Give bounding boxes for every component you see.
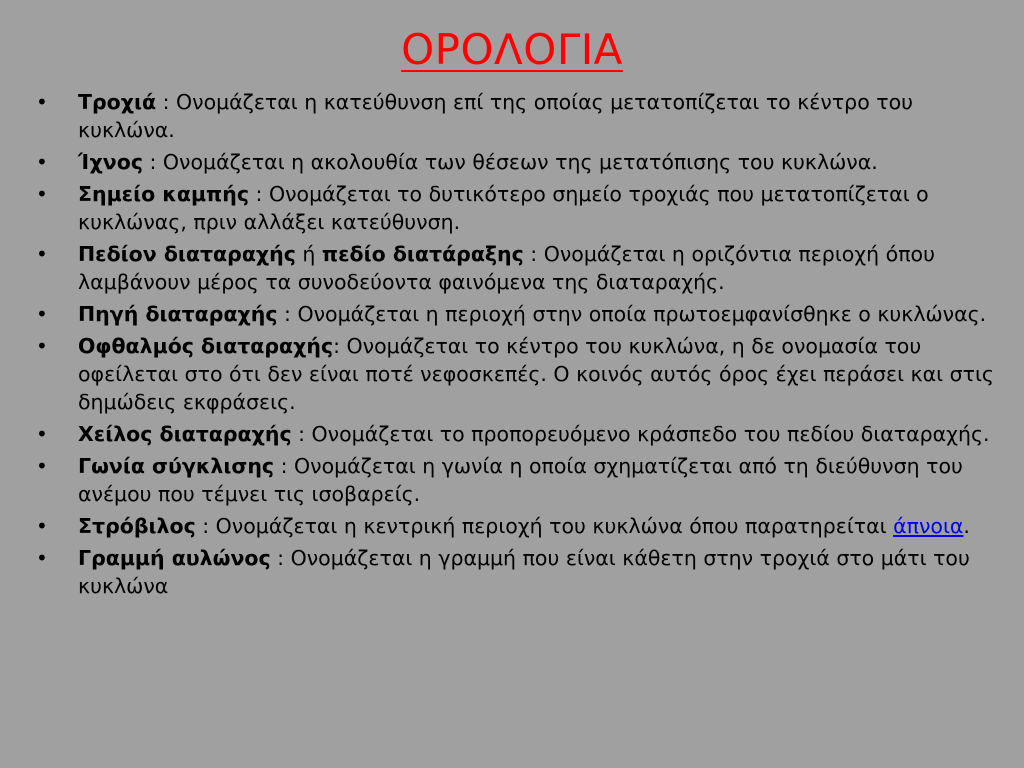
- list-item: [36, 180, 1012, 236]
- bullet: •: [36, 514, 48, 538]
- bullet: •: [36, 302, 48, 326]
- term-label-alt: πεδίο διατάραξης: [321, 242, 524, 266]
- bullet: •: [36, 90, 48, 114]
- term-definition: : Ονομάζεται η κατεύθυνση επί της οποίας μετατοπίζεται το κέντρο του κυκλώνα.: [78, 90, 913, 142]
- list-item: [36, 148, 1012, 176]
- list-item: [36, 88, 1012, 144]
- term-label: Πεδίον διαταραχής: [78, 242, 296, 266]
- term-label: Πηγή διαταραχής: [78, 302, 278, 326]
- bullet: •: [36, 182, 48, 206]
- term-label: Ίχνος: [78, 150, 143, 174]
- apnoia-link[interactable]: άπνοια: [893, 514, 964, 538]
- term-definition: : Ονομάζεται το κέντρο του κυκλώνα, η δε ονομασία του οφείλεται στο ότι δεν είναι ποτέ νεφοσκεπές. Ο κοινός αυτός όρος έχει περάσει και στις δημώδεις εκφράσεις.: [78, 334, 994, 414]
- term-definition: : Ονομάζεται η γραμμή που είναι κάθετη στην τροχιά στο μάτι του κυκλώνα: [78, 546, 970, 598]
- list-item: [36, 512, 1012, 540]
- list-item: [36, 300, 1012, 328]
- list-item: [36, 452, 1012, 508]
- list-item: [36, 240, 1012, 296]
- term-label: Στρόβιλος: [78, 514, 196, 538]
- term-definition: : Ονομάζεται η κεντρική περιοχή του κυκλώνα όπου παρατηρείται: [195, 514, 894, 538]
- term-label: Οφθαλμός διαταραχής: [78, 334, 334, 358]
- term-label: Γωνία σύγκλισης: [78, 454, 275, 478]
- list-item: [36, 544, 1012, 600]
- bullet: •: [36, 454, 48, 478]
- bullet: •: [36, 242, 48, 266]
- term-definition: : Ονομάζεται το δυτικότερο σημείο τροχιάς που μετατοπίζεται ο κυκλώνας, πριν αλλάξει κατεύθυνση.: [78, 182, 929, 234]
- term-definition: : Ονομάζεται η οριζόντια περιοχή όπου λαμβάνουν μέρος τα συνοδεύοντα φαινόμενα της διαταραχής.: [78, 242, 935, 294]
- term-label: Γραμμή αυλώνος: [78, 546, 271, 570]
- bullet: •: [36, 546, 48, 570]
- terms-list: [36, 88, 1012, 604]
- bullet: •: [36, 334, 48, 358]
- term-definition-tail: .: [963, 514, 970, 538]
- list-item: [36, 332, 1012, 416]
- bullet: •: [36, 150, 48, 174]
- term-label: Τροχιά: [78, 90, 157, 114]
- slide-title: ΟΡΟΛΟΓΙΑ: [401, 25, 623, 74]
- term-connector: ή: [295, 242, 322, 266]
- term-definition: : Ονομάζεται η ακολουθία των θέσεων της μετατόπισης του κυκλώνα.: [142, 150, 878, 174]
- list-item: [36, 420, 1012, 448]
- term-definition: : Ονομάζεται η γωνία η οποία σχηματίζεται από τη διεύθυνση του ανέμου που τέμνει τις ισοβαρείς.: [78, 454, 963, 506]
- term-label: Σημείο καμπής: [78, 182, 249, 206]
- bullet: •: [36, 422, 48, 446]
- term-label: Χείλος διαταραχής: [78, 422, 292, 446]
- term-definition: : Ονομάζεται το προπορευόμενο κράσπεδο του πεδίου διαταραχής.: [291, 422, 990, 446]
- term-definition: : Ονομάζεται η περιοχή στην οποία πρωτοεμφανίσθηκε ο κυκλώνας.: [277, 302, 987, 326]
